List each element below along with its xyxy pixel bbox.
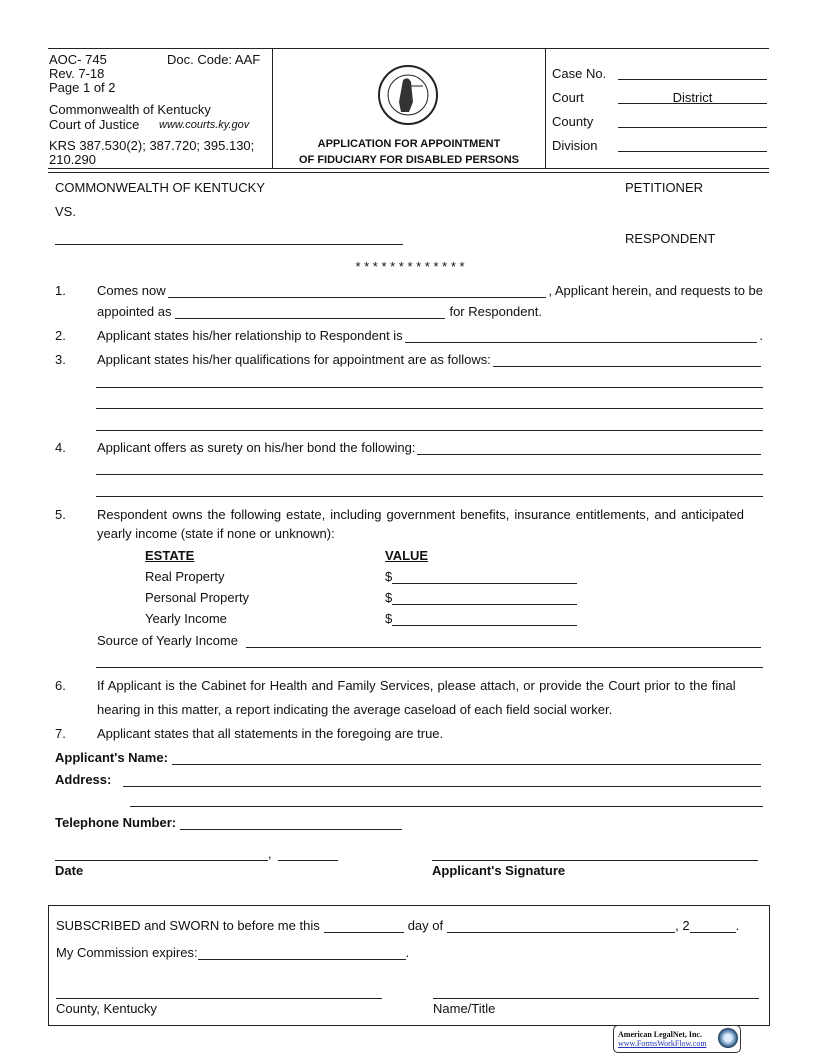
dollar-sign: $ bbox=[385, 569, 393, 584]
name-title-line[interactable] bbox=[433, 998, 759, 999]
legalnet-logo bbox=[613, 1025, 741, 1053]
text: SUBSCRIBED and SWORN to before me this bbox=[56, 918, 320, 933]
personal-property-field[interactable] bbox=[392, 591, 577, 605]
signature-label: Applicant's Signature bbox=[432, 863, 566, 878]
item-number: 4. bbox=[55, 440, 66, 455]
address-input[interactable] bbox=[123, 773, 761, 787]
text: , Applicant herein, and requests to be bbox=[548, 283, 763, 298]
text: Comes now bbox=[97, 283, 166, 298]
form-title-line2: OF FIDUCIARY FOR DISABLED PERSONS bbox=[298, 154, 520, 166]
month-field[interactable] bbox=[447, 919, 675, 933]
division-label: Division bbox=[552, 138, 598, 153]
globe-icon bbox=[718, 1028, 738, 1048]
text: Applicant states his/her qualifications for appointment are as follows: bbox=[97, 352, 491, 367]
form-title-line1: APPLICATION FOR APPOINTMENT bbox=[317, 138, 501, 150]
item-number: 3. bbox=[55, 352, 66, 367]
item-number: 6. bbox=[55, 678, 66, 693]
commonwealth-label: Commonwealth of Kentucky bbox=[49, 102, 211, 117]
appointed-as-field[interactable] bbox=[175, 305, 445, 319]
surety-line[interactable] bbox=[96, 474, 763, 475]
page-number: Page 1 of 2 bbox=[49, 80, 116, 95]
divider bbox=[545, 48, 546, 168]
applicant-name-input[interactable] bbox=[172, 751, 761, 765]
dollar-sign: $ bbox=[385, 590, 393, 605]
county-label: County bbox=[552, 114, 594, 129]
address-line-2[interactable] bbox=[130, 806, 763, 807]
real-property-field[interactable] bbox=[392, 570, 577, 584]
item-4 bbox=[97, 440, 763, 455]
item-number: 2. bbox=[55, 328, 66, 343]
division-field[interactable] bbox=[618, 151, 767, 152]
county-field[interactable] bbox=[618, 127, 767, 128]
date-field[interactable] bbox=[55, 847, 268, 861]
source-of-income bbox=[97, 633, 763, 648]
item-2 bbox=[97, 328, 763, 343]
vs-label: VS. bbox=[55, 204, 76, 219]
item-number: 1. bbox=[55, 283, 66, 298]
label: Address: bbox=[55, 772, 112, 787]
qualifications-line[interactable] bbox=[96, 408, 763, 409]
date-label: Date bbox=[55, 863, 84, 878]
qualifications-line[interactable] bbox=[96, 430, 763, 431]
dollar-sign: $ bbox=[385, 611, 393, 626]
text: My Commission expires: bbox=[56, 945, 198, 960]
court-field[interactable]: District bbox=[672, 90, 713, 105]
surety-line[interactable] bbox=[96, 496, 763, 497]
label: Applicant's Name: bbox=[55, 750, 168, 765]
text: yearly income (state if none or unknown): bbox=[97, 526, 335, 541]
case-no-field[interactable] bbox=[618, 79, 767, 80]
year-field[interactable] bbox=[278, 847, 338, 861]
signature-line[interactable] bbox=[432, 860, 758, 861]
sworn-row bbox=[56, 918, 739, 933]
applicant-name-row bbox=[55, 750, 763, 765]
commonwealth-caption: COMMONWEALTH OF KENTUCKY bbox=[55, 180, 265, 195]
applicant-name-field[interactable] bbox=[168, 284, 547, 298]
item-3 bbox=[97, 352, 763, 367]
krs-statutes-cont: 210.290 bbox=[49, 152, 96, 167]
text: hearing in this matter, a report indicating the average caseload of each field social worker. bbox=[97, 702, 613, 717]
name-title-label: Name/Title bbox=[433, 1001, 496, 1016]
county-kentucky-label: County, Kentucky bbox=[56, 1001, 157, 1016]
telephone-input[interactable] bbox=[180, 816, 402, 830]
revision: Rev. 7-18 bbox=[49, 66, 105, 81]
item-number: 7. bbox=[55, 726, 66, 741]
divider bbox=[48, 48, 769, 49]
text: Applicant offers as surety on his/her bond the following: bbox=[97, 440, 416, 455]
text: Applicant states that all statements in the foregoing are true. bbox=[97, 726, 444, 741]
value-header: VALUE bbox=[385, 548, 429, 563]
court-field-line bbox=[618, 103, 767, 104]
item-1-line1 bbox=[97, 283, 763, 298]
estate-header: ESTATE bbox=[145, 548, 195, 563]
text: If Applicant is the Cabinet for Health and Family Services, please attach, or provide the Court prior to the final bbox=[97, 678, 736, 693]
yearly-income-field[interactable] bbox=[392, 612, 577, 626]
personal-property-value bbox=[385, 590, 577, 605]
text: day of bbox=[407, 918, 444, 933]
text: Source of Yearly Income bbox=[97, 633, 238, 648]
court-of-justice: Court of Justice bbox=[49, 117, 140, 132]
divider bbox=[48, 172, 769, 173]
source-income-field[interactable] bbox=[246, 634, 761, 648]
yearly-income-label: Yearly Income bbox=[145, 611, 227, 626]
text: . bbox=[735, 918, 740, 933]
personal-property-label: Personal Property bbox=[145, 590, 250, 605]
county-line[interactable] bbox=[56, 998, 382, 999]
respondent-name-field[interactable] bbox=[55, 244, 403, 245]
petitioner-label: PETITIONER bbox=[625, 180, 704, 195]
surety-field[interactable] bbox=[417, 441, 761, 455]
separator-stars: * * * * * * * * * * * * * bbox=[355, 259, 465, 274]
sworn-year-field[interactable] bbox=[690, 919, 736, 933]
real-property-value bbox=[385, 569, 577, 584]
date-row bbox=[55, 846, 338, 861]
website-link[interactable]: www.courts.ky.gov bbox=[159, 119, 250, 131]
real-property-label: Real Property bbox=[145, 569, 225, 584]
yearly-income-value bbox=[385, 611, 577, 626]
text: . bbox=[759, 328, 763, 343]
label: Telephone Number: bbox=[55, 815, 177, 830]
text: Respondent owns the following estate, including government benefits, insurance entitlements, and anticipated bbox=[97, 507, 745, 522]
comma: , bbox=[268, 846, 272, 861]
logo-text: American LegalNet, Inc. bbox=[618, 1030, 702, 1039]
text: appointed as bbox=[97, 304, 172, 319]
doc-code: Doc. Code: AAF bbox=[167, 52, 261, 67]
krs-statutes: KRS 387.530(2); 387.720; 395.130; bbox=[49, 138, 255, 153]
text: for Respondent. bbox=[449, 304, 542, 319]
court-label: Court bbox=[552, 90, 584, 105]
commission-expires-field[interactable] bbox=[198, 946, 406, 960]
respondent-label: RESPONDENT bbox=[625, 231, 716, 246]
relationship-field[interactable] bbox=[405, 329, 758, 343]
text: . bbox=[405, 945, 410, 960]
item-1-line2 bbox=[97, 304, 542, 319]
day-field[interactable] bbox=[324, 919, 404, 933]
text: , 2 bbox=[675, 918, 690, 933]
address-row bbox=[55, 772, 763, 787]
item-number: 5. bbox=[55, 507, 66, 522]
form-number: AOC- 745 bbox=[49, 52, 107, 67]
divider bbox=[48, 168, 769, 169]
qualifications-line[interactable] bbox=[96, 387, 763, 388]
logo-link[interactable]: www.FormsWorkFlow.com bbox=[618, 1039, 707, 1048]
qualifications-field[interactable] bbox=[493, 353, 761, 367]
court-seal-icon bbox=[377, 64, 439, 126]
case-no-label: Case No. bbox=[552, 66, 607, 81]
text: Applicant states his/her relationship to Respondent is bbox=[97, 328, 403, 343]
source-income-line[interactable] bbox=[96, 667, 763, 668]
telephone-row bbox=[55, 815, 402, 830]
commission-row bbox=[56, 945, 409, 960]
